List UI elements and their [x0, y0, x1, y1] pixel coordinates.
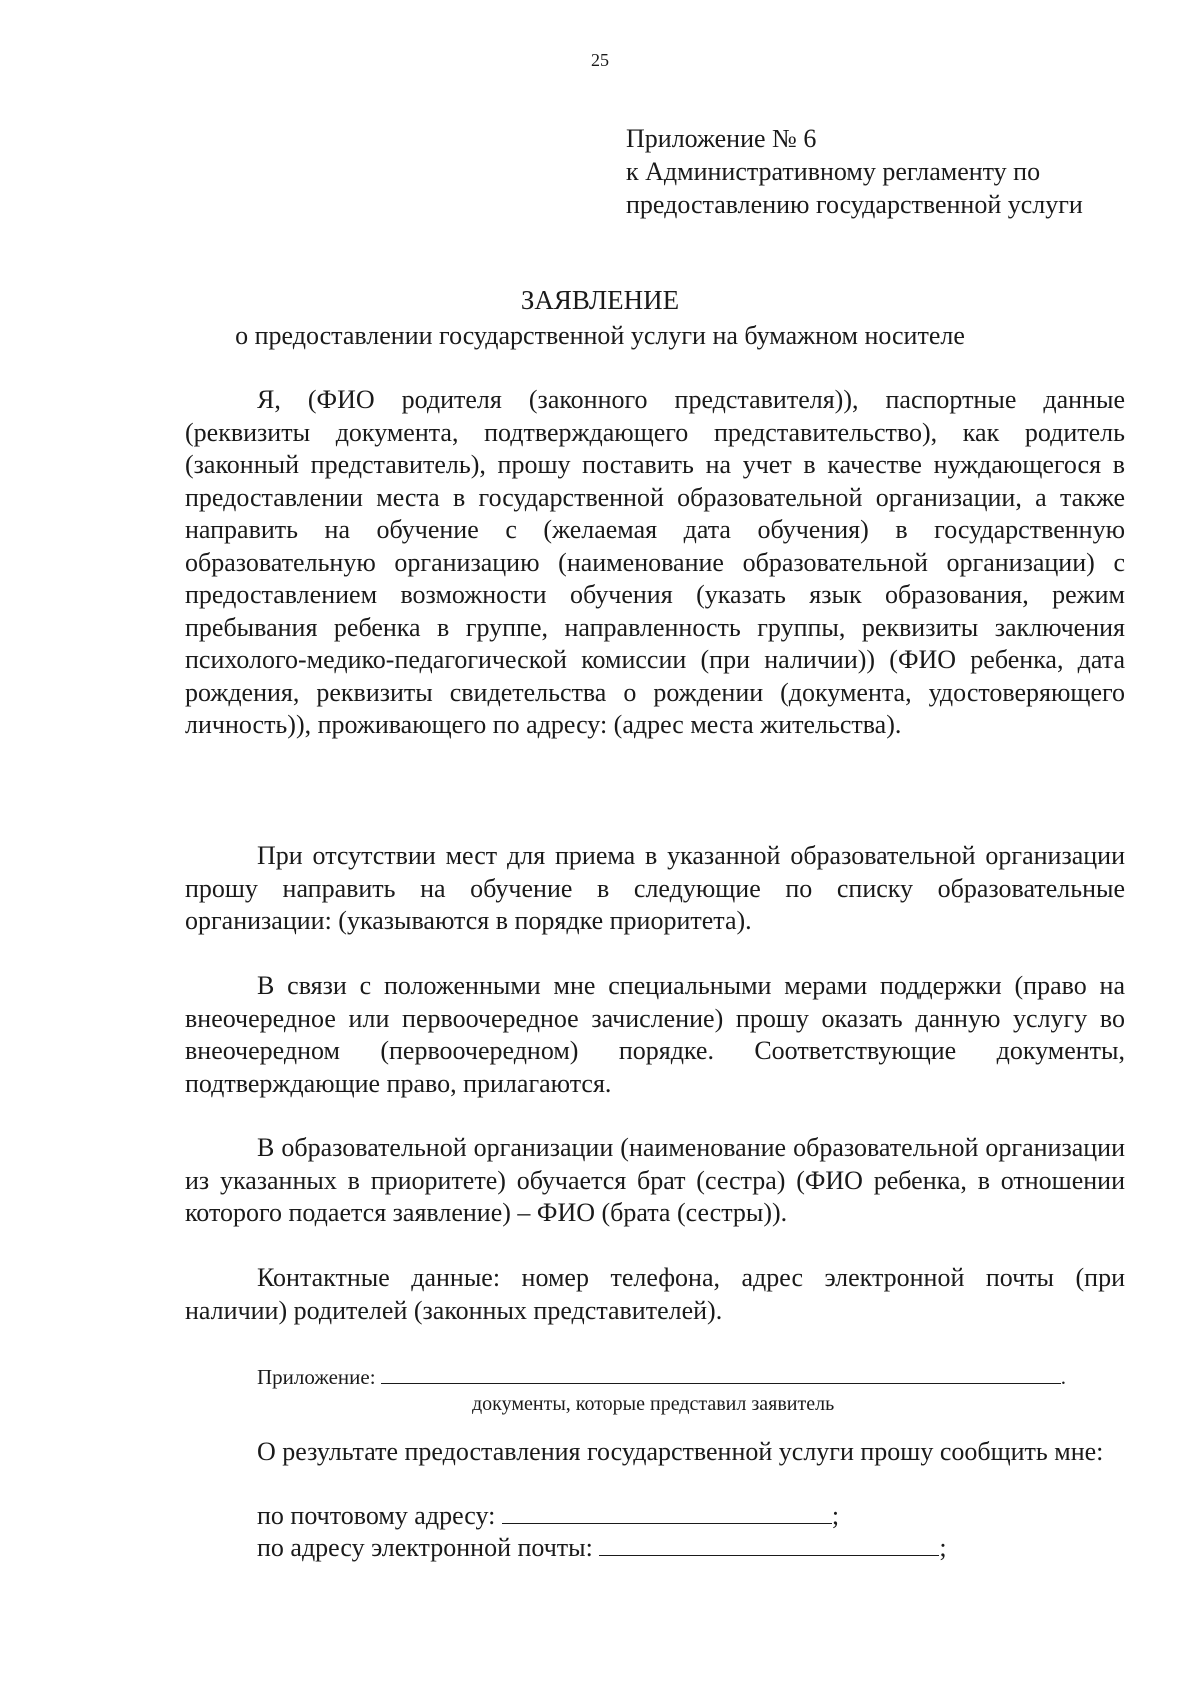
email-address-line — [257, 1532, 947, 1564]
appendix-header — [626, 122, 1083, 221]
postal-address-line — [257, 1500, 839, 1532]
postal-address-terminator: ; — [831, 1501, 840, 1530]
appendix-line-3: предоставлению государственной услуги — [626, 190, 1083, 219]
email-address-blank-field[interactable] — [599, 1533, 939, 1556]
document-subtitle: о предоставлении государственной услуги на бумажном носителе — [235, 321, 965, 350]
paragraph-no-places: При отсутствии мест для приема в указанной образовательной организации прошу направить на обучение в следующие по списку образовательные организации: (указываются в порядке приоритета). — [185, 841, 1125, 935]
postal-address-label: по почтовому адресу: — [257, 1501, 496, 1530]
email-address-terminator: ; — [939, 1533, 947, 1562]
page-number: 25 — [591, 50, 609, 70]
paragraph-contacts: Контактные данные: номер телефона, адрес электронной почты (при наличии) родителей (законных представителей). — [185, 1263, 1125, 1325]
appendix-line-2: к Административному регламенту по — [626, 157, 1041, 186]
document-title: ЗАЯВЛЕНИЕ — [520, 285, 680, 315]
paragraph-sibling: В образовательной организации (наименование образовательной организации из указанных в приоритете) обучается брат (сестра) (ФИО ребенка, в отношении которого подается заявление) – ФИО (брата (сестры)). — [185, 1133, 1125, 1227]
paragraph-applicant-request: Я, (ФИО родителя (законного представителя)), паспортные данные (реквизиты документа, подтверждающего представительство), как родитель (законный представитель), прошу поставить на учет в качестве нуждающегося в предоставлении места в государственной образовательной организации, а также направить на обучение с (желаемая дата обучения) в государственную образовательную организацию (наименование образовательной организации) с предоставлением возможности обучения (указать язык образования, режим пребывания ребенка в группе, направленность группы, реквизиты заключения психолого-медико-педагогической комиссии (при наличии)) (ФИО ребенка, дата рождения, реквизиты свидетельства о рождении (документа, удостоверяющего личность)), проживающего по адресу: (адрес места жительства). — [185, 385, 1125, 739]
attachment-line — [257, 1364, 1066, 1390]
attachment-caption: документы, которые представил заявитель — [472, 1393, 835, 1415]
attachment-end: . — [1060, 1365, 1067, 1389]
postal-address-blank-field[interactable] — [502, 1501, 832, 1524]
attachment-label: Приложение: — [257, 1365, 376, 1389]
paragraph-result-notification: О результате предоставления государственной услуги прошу сообщить мне: — [257, 1437, 1104, 1466]
email-address-label: по адресу электронной почты: — [257, 1533, 593, 1562]
appendix-line-1: Приложение № 6 — [626, 124, 817, 153]
paragraph-support-measures: В связи с положенными мне специальными мерами поддержки (право на внеочередное или первоочередное зачисление) прошу оказать данную услугу во внеочередном (первоочередном) порядке. Соответствующие документы, подтверждающие право, прилагаются. — [185, 971, 1125, 1098]
attachment-blank-field[interactable] — [381, 1365, 1061, 1384]
